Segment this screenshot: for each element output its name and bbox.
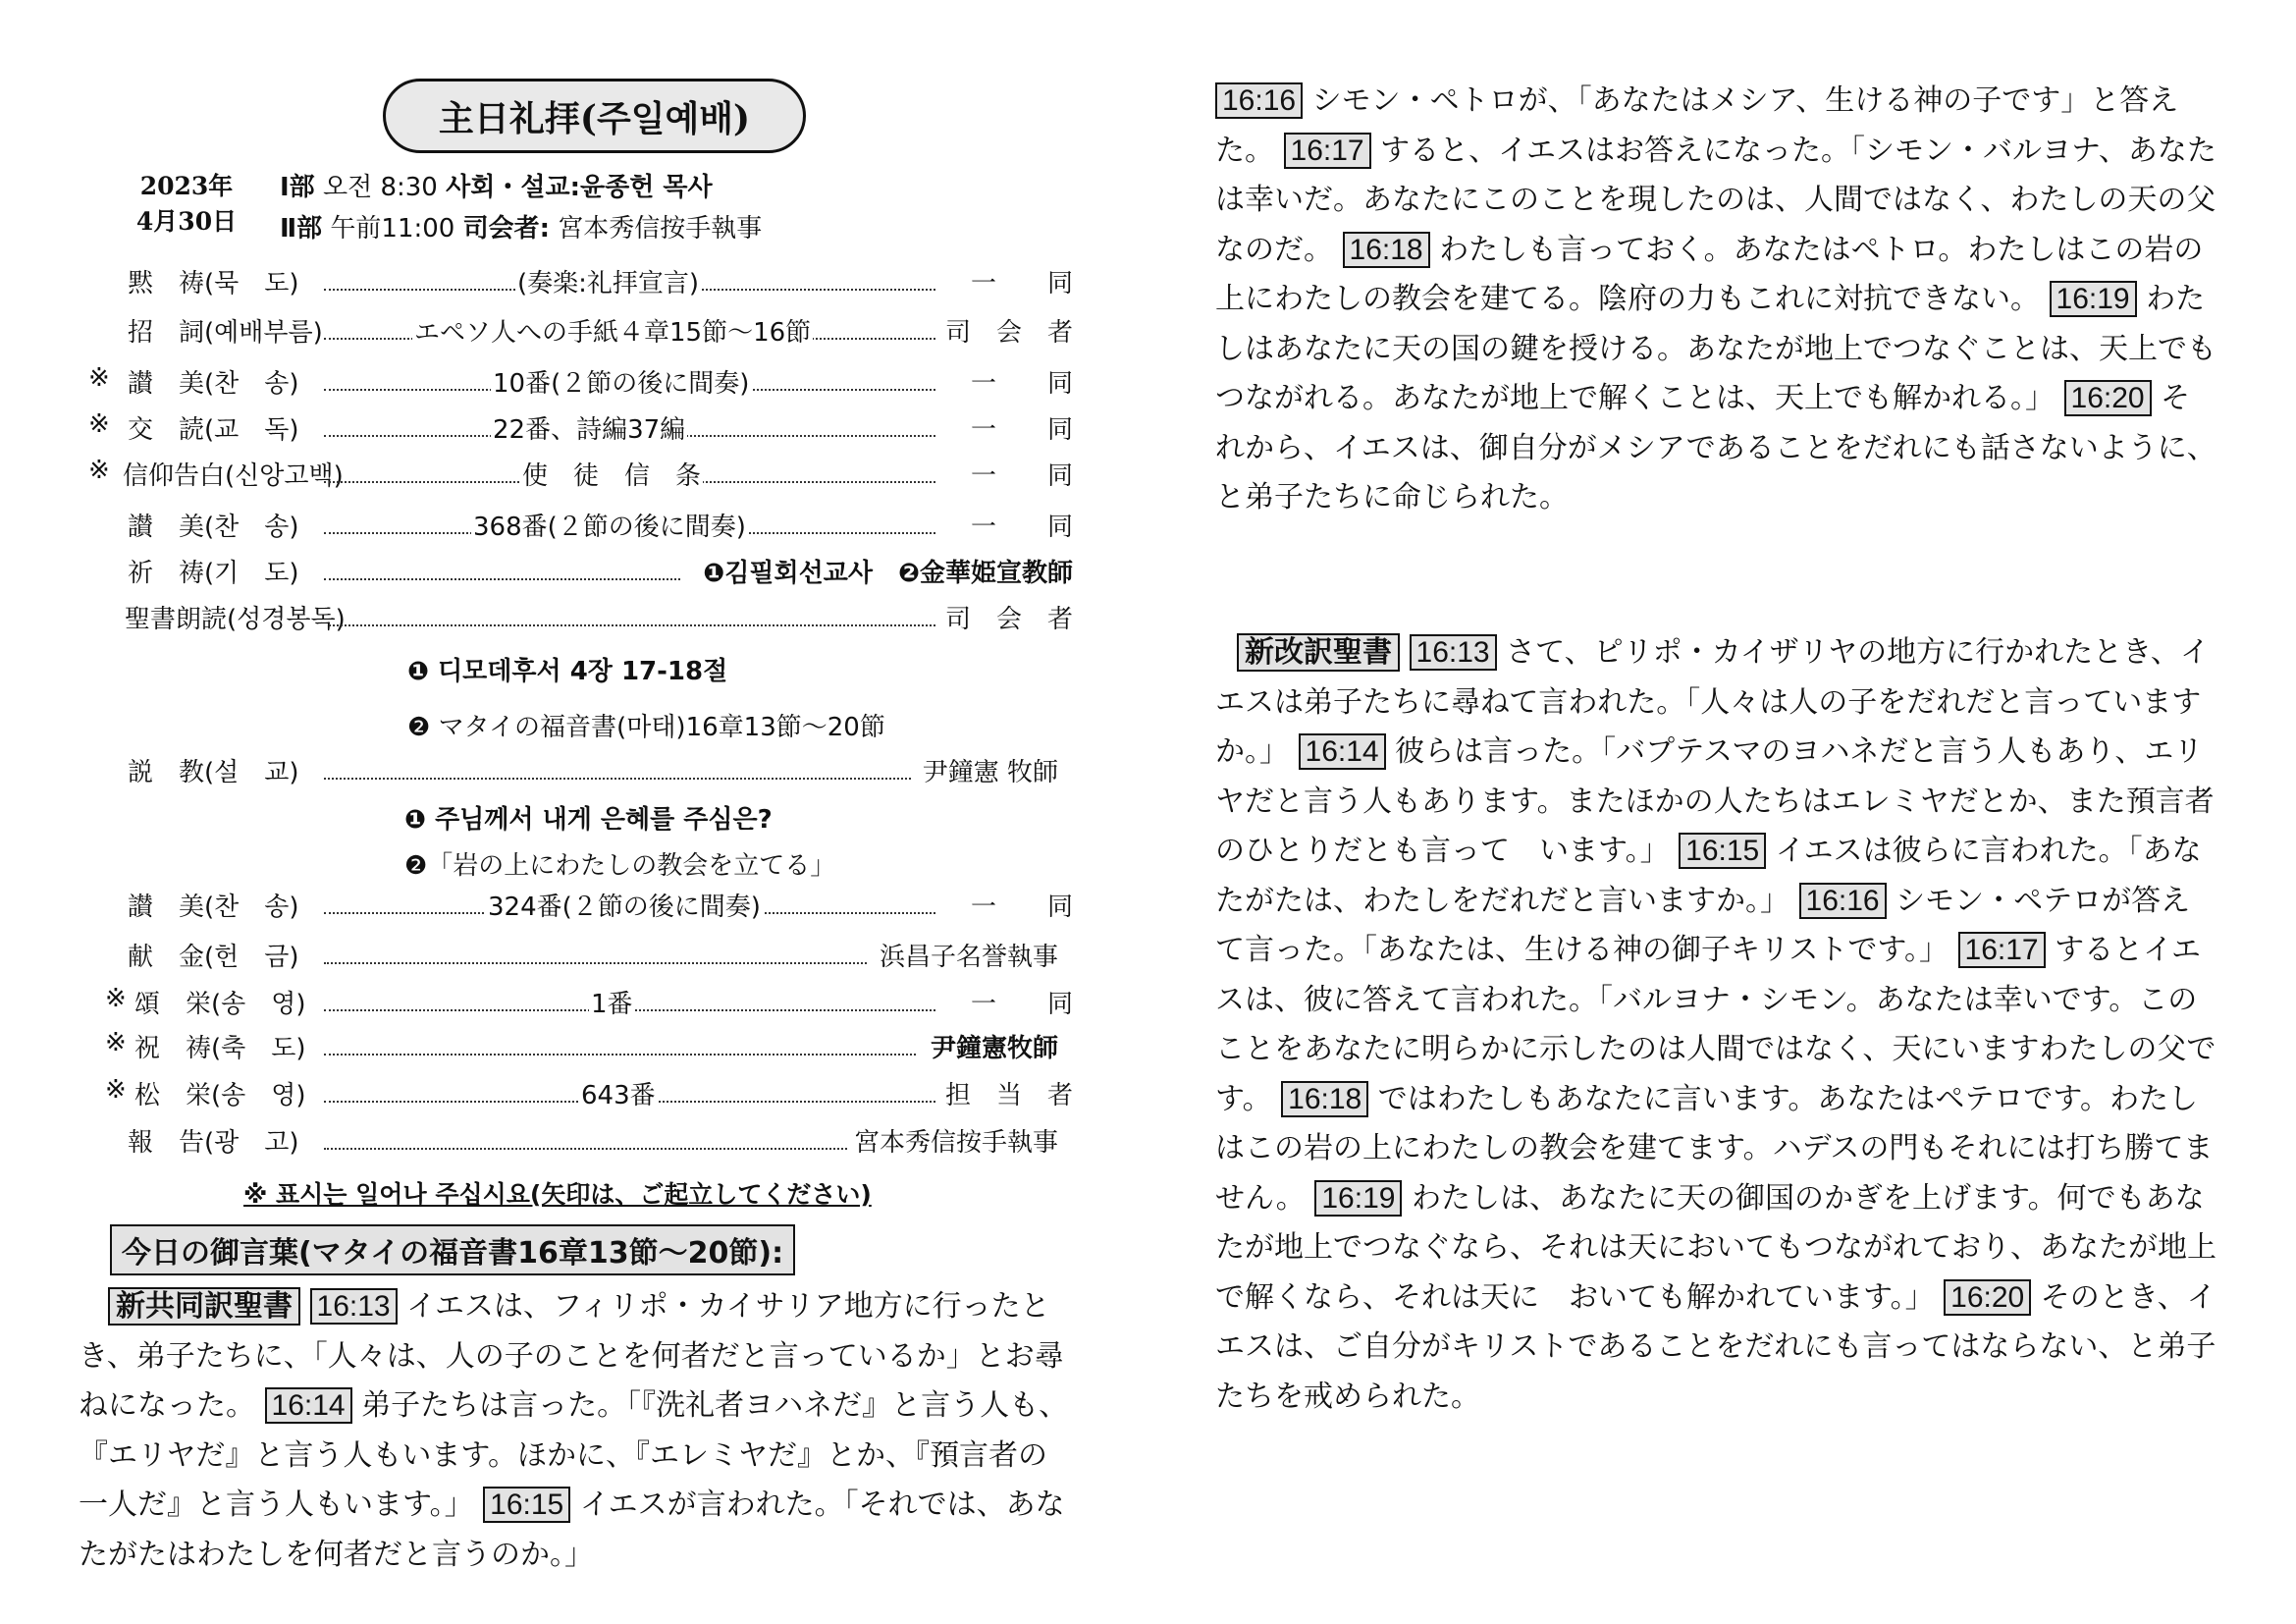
- verse-text: イエスが言われた。「それでは、あなたがたはわたしを何者だと言うのか。」: [79, 1488, 1065, 1572]
- order-name: 聖書朗読(성경봉독): [125, 605, 346, 634]
- verse-text: イエスは、フィリポ・カイサリア地方に行ったとき、弟子たちに、「人々は、人の子のことを何者だと言っているか」とお尋ねになった。: [79, 1289, 1064, 1423]
- order-name: 黙 祷(묵 도): [128, 269, 299, 298]
- verse-number: 16:15: [483, 1487, 570, 1523]
- order-name: 祝 祷(축 도): [134, 1034, 306, 1063]
- part2-line: [280, 208, 762, 244]
- verse-number: 16:19: [1314, 1180, 1402, 1217]
- part2-person: 宮本秀信按手執事: [558, 214, 763, 244]
- verse-text: イエスは彼らに言われた。「あなたがたは、わたしをだれだと言いますか。」: [1215, 834, 2202, 918]
- order-name: 讃 美(찬 송): [128, 513, 299, 542]
- verse-number: 16:14: [265, 1387, 352, 1424]
- order-right: 尹鐘憲牧師: [927, 1028, 1058, 1064]
- verse-number: 16:20: [2064, 380, 2152, 416]
- order-mark: ※: [105, 984, 127, 1013]
- order-center: 22番、詩編37編: [491, 409, 687, 446]
- order-right: 担 当 者: [941, 1075, 1073, 1111]
- order-right: 司 会 者: [941, 312, 1073, 349]
- verse-number: 16:13: [310, 1288, 398, 1325]
- order-row: [93, 1075, 1073, 1114]
- order-mark: ※: [88, 409, 110, 439]
- order-row: [93, 887, 1073, 926]
- verse-number: 16:18: [1281, 1081, 1368, 1117]
- part1-role: 사회・설교:: [446, 173, 580, 202]
- reading-2: ❷ マタイの福音書(마태)16章13節〜20節: [407, 713, 885, 742]
- order-name: 祈 祷(기 도): [128, 559, 299, 588]
- order-row: [93, 312, 1073, 352]
- order-name: 頌 栄(송 영): [134, 990, 306, 1019]
- order-name: 報 告(광 고): [128, 1128, 299, 1158]
- order-center: 643番: [579, 1075, 658, 1111]
- order-mark: ※: [88, 363, 110, 393]
- bible-version-label: 新共同訳聖書: [108, 1287, 300, 1326]
- verse-number: 16:13: [1410, 634, 1497, 671]
- verse-text: ではわたしもあなたに言います。あなたはペテロです。わたしはこの岩の上にわたしの教会を建てます。ハデスの門もそれには打ち勝てません。: [1215, 1081, 2214, 1216]
- bible-version-label: 新改訳聖書: [1237, 633, 1400, 672]
- part1-label: Ⅰ部: [280, 173, 315, 202]
- dotted-leader: [324, 1148, 847, 1150]
- order-right: 宮本秀信按手執事: [850, 1122, 1058, 1159]
- order-right: 一 同: [967, 887, 1073, 923]
- shinkyodo-passage-continued: [1215, 77, 2216, 523]
- sermon-title-2: ❷「岩の上にわたしの教会を立てる」: [404, 851, 836, 881]
- order-mark: ※: [105, 1028, 127, 1057]
- order-row: [88, 456, 1073, 495]
- order-name: 松 栄(송 영): [134, 1081, 306, 1110]
- part1-line: [280, 167, 713, 203]
- verse-text: そのとき、イエスは、ご自分がキリストであることをだれにも言ってはならない、と弟子たちを戒められた。: [1215, 1279, 2216, 1414]
- verse-number: 16:16: [1799, 883, 1887, 919]
- verse-text: それから、イエスは、御自分がメシアであることをだれにも話さないように、と弟子たちに命じられた。: [1215, 381, 2216, 514]
- order-center: 324番(２節の後に間奏): [486, 887, 763, 923]
- dotted-leader: [324, 962, 867, 964]
- verse-text: わたしは、あなたに天の御国のかぎを上げます。何でもあなたが地上でつなぐなら、それは天においてもつながれており、あなたが地上で解くなら、それは天に おいても解かれています。」: [1215, 1180, 2216, 1315]
- verse-text: わたしも言っておく。あなたはペトロ。わたしはこの岩の上にわたしの教会を建てる。陰府の力もこれに対抗できない。: [1215, 232, 2204, 316]
- order-center: エペソ人への手紙４章15節〜16節: [412, 312, 813, 349]
- order-name: 讃 美(찬 송): [128, 893, 299, 922]
- verse-number: 16:18: [1343, 232, 1430, 268]
- order-row: [93, 507, 1073, 546]
- verse-number: 16:17: [1958, 932, 2046, 968]
- order-center: 使 徒 信 条: [520, 456, 703, 492]
- order-right: 一 同: [967, 409, 1073, 446]
- verse-text: シモン・ペテロが答えて言った。「あなたは、生ける神の御子キリストです。」: [1215, 883, 2191, 967]
- part1-time: 오전 8:30: [322, 173, 438, 202]
- reading-1: ❶ 디모데후서 4장 17-18절: [407, 657, 728, 686]
- verse-text: 彼らは言った。「バプテスマのヨハネだと言う人もあり、エリヤだと言う人もあります。またほかの人たちはエレミヤだとか、また預言者のひとりだとも言って います。」: [1215, 734, 2215, 868]
- order-name: 献 金(헌 금): [128, 943, 299, 972]
- order-name: 信仰告白(신앙고백): [123, 461, 344, 491]
- part2-label: Ⅱ部: [280, 214, 323, 244]
- order-row: [93, 1028, 1073, 1067]
- order-right: 一 同: [967, 456, 1073, 492]
- order-right: 一 同: [967, 507, 1073, 543]
- order-row: [93, 937, 1073, 976]
- dotted-leader: [324, 1054, 916, 1056]
- verse-number: 16:15: [1679, 833, 1766, 869]
- verse-text: するとイエスは、彼に答えて言われた。「バルヨナ・シモン。あなたは幸いです。このことをあなたに明らかに示したのは人間ではなく、天にいますわたしの父です。: [1215, 933, 2216, 1116]
- dotted-leader: [329, 624, 935, 626]
- verse-text: すると、イエスはお答えになった。「シモン・バルヨナ、あなたは幸いだ。あなたにこのことを現したのは、人間ではなく、わたしの天の父なのだ。: [1215, 133, 2216, 267]
- order-center: (奏楽:礼拝宣言): [515, 263, 701, 299]
- order-center: 10番(２節の後に間奏): [491, 363, 751, 400]
- order-row: [93, 263, 1073, 302]
- order-row: [93, 553, 1073, 592]
- verse-number: 16:16: [1215, 82, 1303, 119]
- part2-time: 午前11:00: [330, 214, 455, 244]
- verse-text: わたしはあなたに天の国の鍵を授ける。あなたが地上でつなぐことは、天上でもつながれる。あなたが地上で解くことは、天上でも解かれる。」: [1215, 282, 2216, 415]
- part2-role: 司会者:: [462, 214, 551, 244]
- shinkyodo-passage: [79, 1282, 1075, 1580]
- order-name: 招 詞(예배부름): [128, 318, 323, 348]
- dotted-leader: [324, 578, 680, 580]
- order-center: 368番(２節の後に間奏): [471, 507, 748, 543]
- order-mark: ※: [88, 456, 110, 485]
- order-row: [93, 1122, 1073, 1162]
- order-name: 讃 美(찬 송): [128, 369, 299, 399]
- order-row: [88, 363, 1073, 403]
- order-right: ❶김필회선교사 ❷金華姫宣教師: [699, 553, 1073, 589]
- standing-note: ※ 표시는 일어나 주십시요(矢印は、ご起立してください): [243, 1180, 872, 1209]
- shinkaiyaku-passage: [1215, 628, 2216, 1422]
- sermon-preacher: 尹鐘憲 牧師: [919, 752, 1058, 788]
- order-right: 一 同: [967, 363, 1073, 400]
- service-date: [113, 169, 260, 240]
- verse-number: 16:20: [1944, 1279, 2031, 1316]
- verse-text: さて、ピリポ・カイザリヤの地方に行かれたとき、イエスは弟子たちに尋ねて言われた。「人々は人の子をだれだと言っていますか。」: [1215, 635, 2210, 769]
- order-row: [88, 409, 1073, 449]
- verse-number: 16:19: [2050, 281, 2137, 317]
- service-year: 2023年: [139, 172, 234, 200]
- order-center: 1番: [589, 984, 635, 1020]
- dotted-leader: [324, 778, 911, 780]
- verse-text: 弟子たちは言った。「『洗礼者ヨハネだ』と言う人も、『エリヤだ』と言う人もいます。ほかに、『エレミヤだ』とか、『預言者の一人だ』と言う人もいます。」: [79, 1388, 1069, 1522]
- order-mark: ※: [105, 1075, 127, 1105]
- order-right: 浜昌子名誉執事: [876, 937, 1058, 973]
- right-page: [1148, 0, 2296, 1624]
- order-right: 一 同: [967, 984, 1073, 1020]
- todays-word-heading: 今日の御言葉(マタイの福音書16章13節〜20節):: [110, 1224, 795, 1275]
- order-right: 司 会 者: [941, 599, 1073, 635]
- verse-number: 16:14: [1299, 733, 1386, 770]
- service-title: 主日礼拝(주일예배): [383, 79, 806, 153]
- verse-number: 16:17: [1284, 133, 1371, 169]
- part1-person: 윤종헌 목사: [579, 173, 713, 202]
- order-name: 交 読(교 독): [128, 415, 299, 445]
- order-right: 一 同: [967, 263, 1073, 299]
- service-day: 4月30日: [135, 207, 238, 236]
- order-row: [93, 599, 1073, 638]
- sermon-row: [93, 752, 1073, 791]
- verse-text: シモン・ペトロが、「あなたはメシア、生ける神の子です」と答えた。: [1215, 83, 2179, 168]
- sermon-title-1: ❶ 주님께서 내게 은혜를 주심은?: [404, 805, 773, 835]
- order-row: [93, 984, 1073, 1023]
- sermon-name: 説 教(설 교): [128, 758, 299, 787]
